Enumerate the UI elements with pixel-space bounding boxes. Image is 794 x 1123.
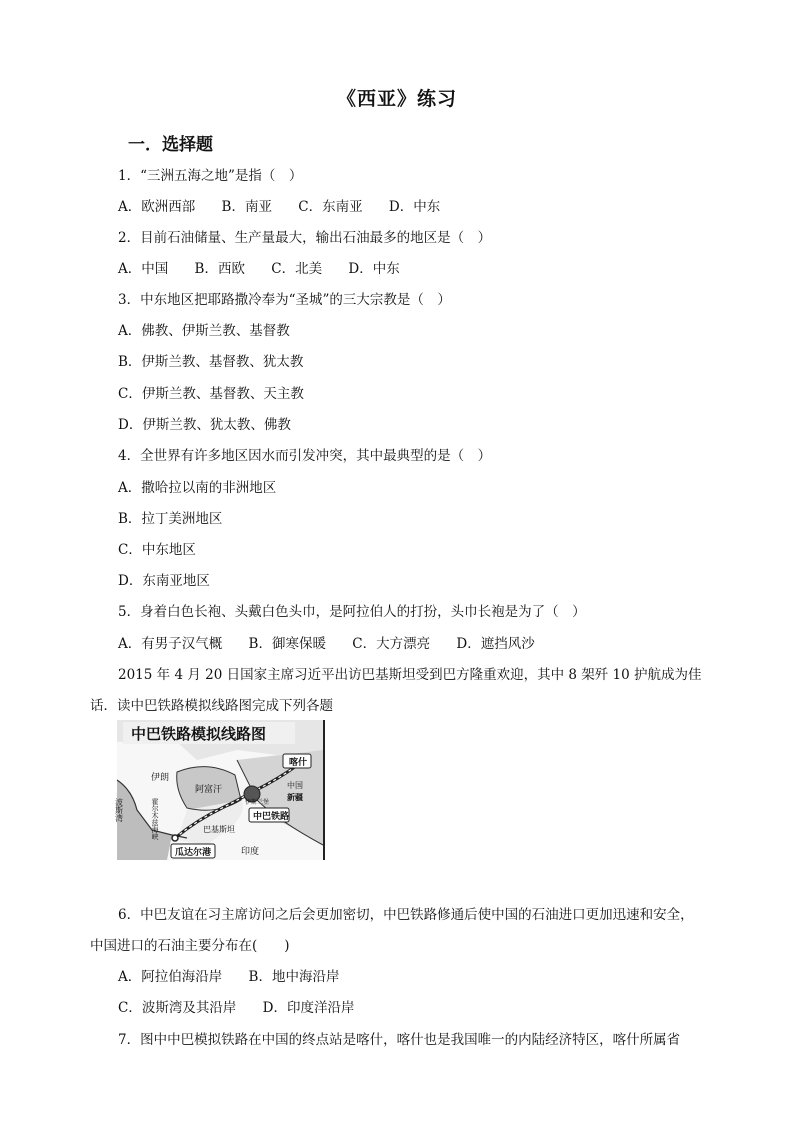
q1-option-a: A．欧洲西部 bbox=[118, 199, 196, 215]
label-gwadar: 瓜达尔港 bbox=[175, 848, 212, 858]
q2-option-c: C．北美 bbox=[271, 261, 323, 277]
q4-option-a: A．撒哈拉以南的非洲地区 bbox=[118, 480, 277, 496]
q6-option-d: D．印度洋沿岸 bbox=[262, 1000, 355, 1016]
question-2-stem: 2．目前石油储量、生产量最大，输出石油最多的地区是（ ） bbox=[118, 230, 492, 246]
label-pakistan: 巴基斯坦 bbox=[203, 825, 235, 834]
label-railway: 中巴铁路 bbox=[253, 812, 290, 822]
section-heading: 一．选择题 bbox=[128, 135, 213, 155]
q3-option-a: A．佛教、伊斯兰教、基督教 bbox=[118, 323, 290, 339]
q3-option-b: B．伊斯兰教、基督教、犹太教 bbox=[118, 354, 304, 370]
label-afghanistan: 阿富汗 bbox=[195, 785, 223, 795]
question-6-options-row-2 bbox=[118, 998, 376, 1018]
q4-option-c: C．中东地区 bbox=[118, 542, 196, 558]
map-title: 中巴铁路模拟线路图 bbox=[131, 725, 267, 743]
q6-option-a: A．阿拉伯海沿岸 bbox=[118, 969, 223, 985]
label-china: 中国 bbox=[287, 781, 303, 790]
q5-option-d: D．遮挡风沙 bbox=[456, 636, 535, 652]
question-4-stem: 4．全世界有许多地区因水而引发冲突，其中最典型的是（ ） bbox=[118, 448, 492, 464]
label-persian-gulf: 波斯湾 bbox=[114, 798, 124, 822]
label-xinjiang: 新疆 bbox=[287, 793, 303, 802]
q1-option-b: B．南亚 bbox=[221, 199, 272, 215]
label-hormuz: 霍尔木兹海峡 bbox=[151, 798, 159, 840]
railway-map-figure bbox=[114, 720, 325, 860]
q3-option-d: D．伊斯兰教、犹太教、佛教 bbox=[118, 417, 291, 433]
question-6-stem-line-2: 中国进口的石油主要分布在( ) bbox=[90, 938, 290, 954]
q2-option-a: A．中国 bbox=[118, 261, 169, 277]
label-islamabad: 伊斯兰堡 bbox=[245, 799, 270, 806]
q5-option-b: B．御寒保暖 bbox=[248, 636, 326, 652]
question-2-options bbox=[118, 259, 422, 279]
label-india: 印度 bbox=[241, 847, 260, 857]
q1-option-c: C．东南亚 bbox=[298, 199, 363, 215]
q5-option-c: C．大方漂亮 bbox=[352, 636, 431, 652]
gwadar-marker bbox=[172, 835, 178, 841]
q4-option-d: D．东南亚地区 bbox=[118, 573, 210, 589]
question-1-stem: 1．“三洲五海之地”是指（ ） bbox=[118, 168, 303, 184]
q2-option-b: B．西欧 bbox=[194, 261, 245, 277]
question-5-options bbox=[118, 634, 557, 654]
question-5-stem: 5．身着白色长袍、头戴白色头巾，是阿拉伯人的打扮，头巾长袍是为了（ ） bbox=[118, 604, 586, 620]
label-kashgar: 喀什 bbox=[289, 758, 308, 768]
question-3-stem: 3．中东地区把耶路撒冷奉为“圣城”的三大宗教是（ ） bbox=[118, 292, 451, 308]
intro-line-1: 2015 年 4 月 20 日国家主席习近平出访巴基斯坦受到巴方隆重欢迎，其中 8 架歼 10 护航成为佳 bbox=[118, 667, 702, 683]
q5-option-a: A．有男子汉气概 bbox=[118, 636, 223, 652]
page-title: 《西亚》练习 bbox=[336, 88, 457, 110]
label-iran: 伊朗 bbox=[151, 773, 170, 783]
q1-option-d: D．中东 bbox=[388, 199, 441, 215]
question-7-stem: 7．图中中巴模拟铁路在中国的终点站是喀什，喀什也是我国唯一的内陆经济特区，喀什所属省 bbox=[118, 1032, 681, 1048]
q4-option-b: B．拉丁美洲地区 bbox=[118, 511, 223, 527]
question-6-options-row-1 bbox=[118, 967, 361, 987]
q2-option-d: D．中东 bbox=[348, 261, 400, 277]
question-1-options bbox=[118, 197, 462, 217]
q6-option-c: C．波斯湾及其沿岸 bbox=[118, 1000, 237, 1016]
question-6-stem-line-1: 6．中巴友谊在习主席访问之后会更加密切，中巴铁路修通后使中国的石油进口更加迅速和安全， bbox=[118, 907, 694, 923]
intro-line-2: 话．读中巴铁路模拟线路图完成下列各题 bbox=[90, 698, 333, 714]
q3-option-c: C．伊斯兰教、基督教、天主教 bbox=[118, 386, 304, 402]
q6-option-b: B．地中海沿岸 bbox=[248, 969, 340, 985]
